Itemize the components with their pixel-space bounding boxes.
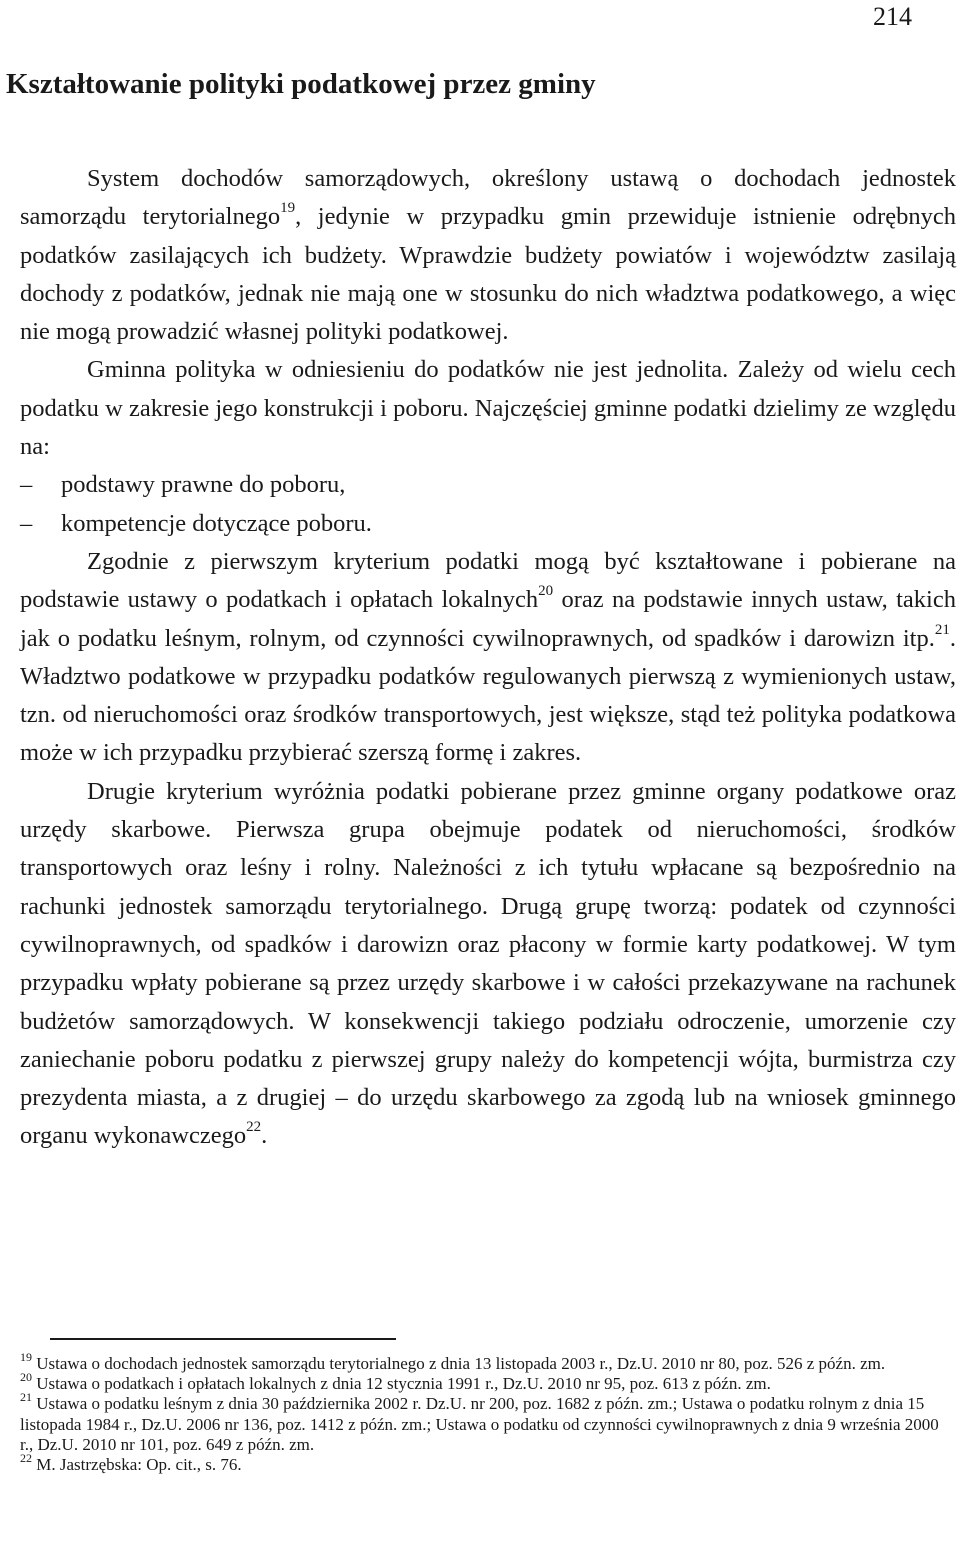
paragraph-1 xyxy=(20,160,956,351)
footnote-separator xyxy=(50,1338,396,1340)
paragraph-4-text-b: . xyxy=(261,1122,268,1150)
paragraph-3-text-b: oraz na podstawie innych ustaw, takich jak o podatku leśnym, rolnym, od czynności cywilnoprawnych, od spadków i darowizn itp. xyxy=(20,586,956,652)
paragraph-4-text-a: Drugie kryterium wyróżnia podatki pobierane przez gminne organy podatkowe oraz urzędy skarbowe. Pierwsza grupa obejmuje podatek od nieruchomości, środków transportowych oraz leśny i rolny. Należności z ich tytułu wpłacane są bezpośrednio na rachunki jednostek samorządu terytorialnego. Drugą grupę tworzą: podatek od czynności cywilnoprawnych, od spadków i darowizn oraz płacony w formie karty podatkowej. W tym przypadku wpłaty pobierane są przez urzędy skarbowe i w całości przekazywane na rachunek budżetów samorządowych. W konsekwencji takiego podziału odroczenie, umorzenie czy zaniechanie poboru podatku z pierwszej grupy należy do kompetencji wójta, burmistrza czy prezydenta miasta, a z drugiej – do urzędu skarbowego za zgodą lub na wniosek gminnego organu wykonawczego xyxy=(20,777,956,1150)
footnote-ref-22[interactable]: 22 xyxy=(246,1119,262,1136)
footnote xyxy=(20,1370,956,1394)
footnote-text: Ustawa o dochodach jednostek samorządu terytorialnego z dnia 13 listopada 2003 r., Dz.U. 2010 nr 80, poz. 526 z późn. zm. xyxy=(32,1354,886,1373)
paragraph-2: Gminna polityka w odniesieniu do podatków nie jest jednolita. Zależy od wielu cech podatku w zakresie jego konstrukcji i poboru. Najczęściej gminne podatki dzielimy ze względu na: xyxy=(20,356,956,461)
body-text xyxy=(20,160,956,1156)
paragraph-3-text-c: . Władztwo podatkowe w przypadku podatków regulowanych pierwszą z wymienionych ustaw, tzn. od nieruchomości oraz środków transportowych, jest większe, stąd też polityka podatkowa może w ich przypadku przybierać szerszą formę i zakres. xyxy=(20,624,956,767)
footnote-number: 22 xyxy=(20,1451,32,1466)
list-item xyxy=(20,466,956,504)
footnote-text: Ustawa o podatku leśnym z dnia 30 października 2002 r. Dz.U. nr 200, poz. 1682 z późn. zm.; Ustawa o podatku rolnym z dnia 15 listopada 1984 r., Dz.U. 2006 nr 136, poz. 1412 z późn. zm.; Ustawa o podatku od czynności cywilnoprawnych z dnia 9 września 2000 r., Dz.U. 2010 nr 101, poz. 649 z późn. zm. xyxy=(20,1394,939,1454)
list-item-text: podstawy prawne do poboru, xyxy=(61,471,346,499)
footnote xyxy=(20,1390,956,1455)
footnote xyxy=(20,1451,956,1475)
page-title: Kształtowanie polityki podatkowej przez gminy xyxy=(6,68,596,100)
footnote-ref-20[interactable]: 20 xyxy=(538,583,554,600)
criteria-list xyxy=(20,466,956,543)
list-dash: – xyxy=(20,471,33,499)
footnote-text: Ustawa o podatkach i opłatach lokalnych z dnia 12 stycznia 1991 r., Dz.U. 2010 nr 95, poz. 613 z późn. zm. xyxy=(32,1374,771,1394)
footnote-ref-21[interactable]: 21 xyxy=(934,621,950,638)
paragraph-1-text-a: System dochodów samorządowych, określony ustawą o dochodach jednostek samorządu terytorialnego xyxy=(20,165,956,231)
footnotes xyxy=(20,1350,956,1475)
paragraph-1-text-b: , jedynie w przypadku gmin przewiduje istnienie odrębnych podatków zasilających ich budżety. Wprawdzie budżety powiatów i województw zasilają dochody z podatków, jednak nie mają one w stosunku do nich władztwa podatkowego, a więc nie mogą prowadzić własnej polityki podatkowej. xyxy=(20,203,956,346)
footnote-number: 19 xyxy=(20,1350,32,1364)
paragraph-4 xyxy=(20,773,956,1156)
page-number: 214 xyxy=(873,2,912,31)
footnote-ref-19[interactable]: 19 xyxy=(280,200,296,217)
paragraph-3-text-a: Zgodnie z pierwszym kryterium podatki mogą być kształtowane i pobierane na podstawie ustawy o podatkach i opłatach lokalnych xyxy=(20,547,956,614)
list-dash: – xyxy=(20,509,33,537)
footnote xyxy=(20,1350,956,1374)
paragraph-3 xyxy=(20,543,956,773)
footnote-number: 20 xyxy=(20,1370,32,1385)
list-item xyxy=(20,505,956,543)
footnote-number: 21 xyxy=(20,1390,32,1405)
list-item-text: kompetencje dotyczące poboru. xyxy=(61,509,372,537)
footnote-text: M. Jastrzębska: Op. cit., s. 76. xyxy=(32,1455,242,1475)
